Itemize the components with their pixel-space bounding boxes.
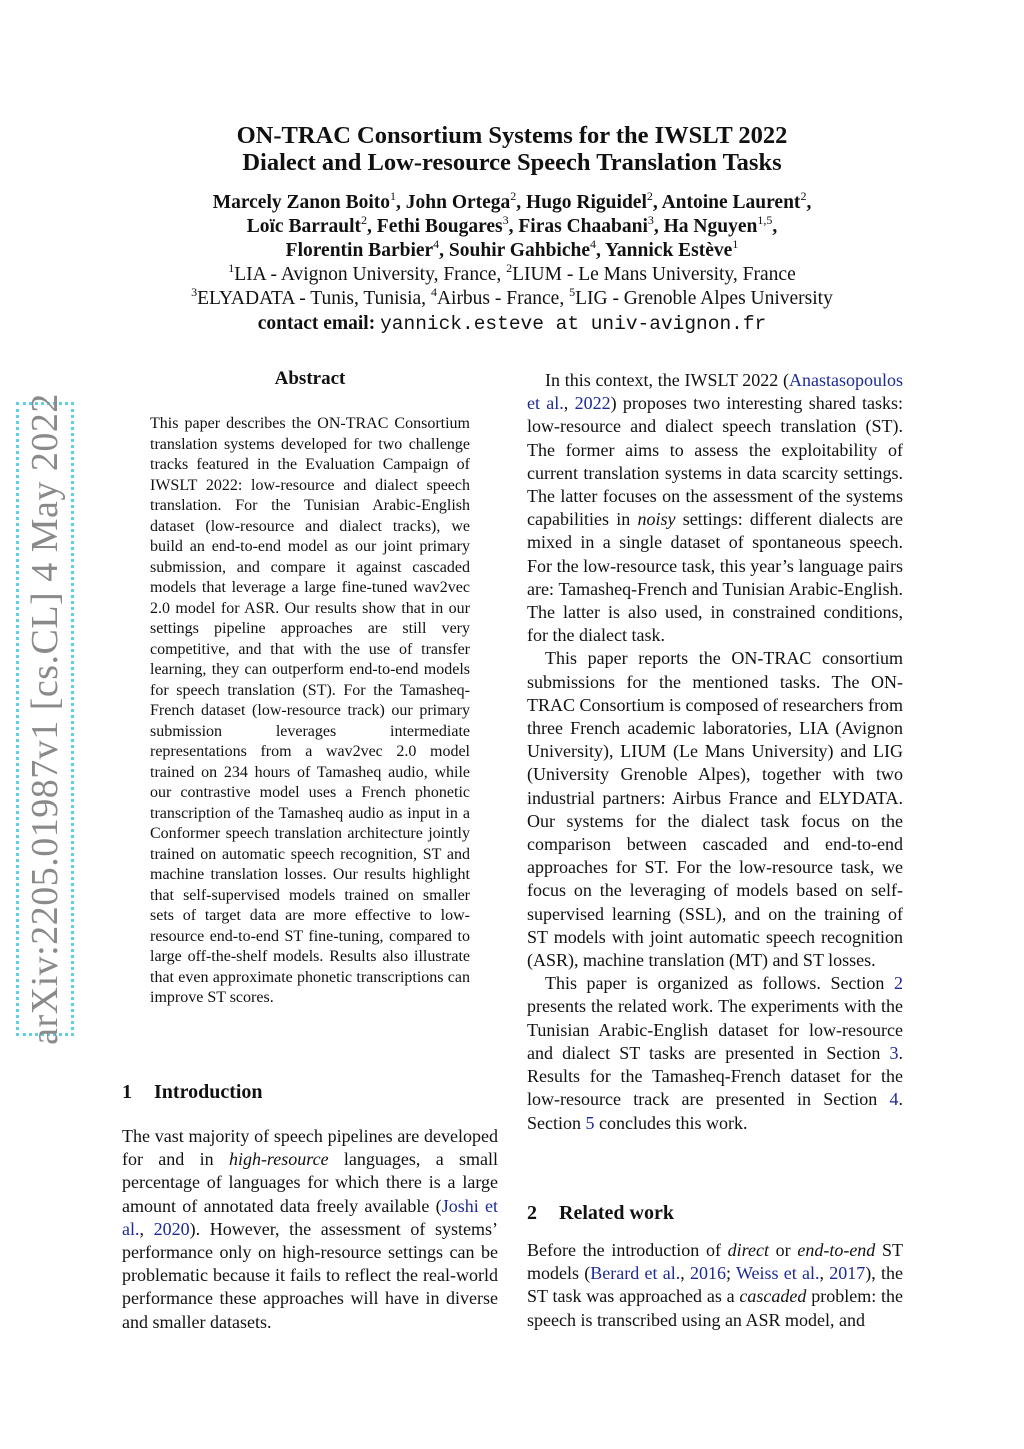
author-line-3: Florentin Barbier$^4$, Souhir Gahbiche$^4$, Yannick Estève$^1$	[285, 237, 739, 261]
author-name: Hugo Riguidel	[526, 192, 647, 213]
arxiv-side-stamp	[16, 393, 74, 1045]
citation-link[interactable]: 2017	[829, 1263, 866, 1284]
author-affil-mark: 1	[390, 189, 396, 203]
citation-link[interactable]: 2016	[690, 1263, 727, 1284]
author-name: Florentin Barbier	[285, 240, 434, 261]
author-affil-mark: 2	[800, 189, 807, 203]
citation-link[interactable]: 2022	[574, 393, 611, 414]
affil-number: 4	[430, 285, 437, 299]
author-affil-mark: 1	[732, 237, 739, 251]
author-line-1: Marcely Zanon Boito$^1$, John Ortega$^2$, Hugo Riguidel$^2$, Antoine Laurent$^2$,	[212, 189, 812, 213]
abstract-heading: Abstract	[274, 368, 346, 389]
contact-label: contact email:	[257, 313, 376, 334]
citation-link[interactable]: Weiss et al.	[735, 1263, 820, 1284]
citation-link[interactable]: 2020	[153, 1218, 190, 1239]
affiliation-line-1	[0, 261, 1024, 286]
contact-line	[0, 313, 1024, 335]
author-name: Yannick Estève	[605, 240, 733, 261]
author-affil-mark: 4	[589, 237, 596, 251]
citation-link[interactable]: Joshi et al.	[122, 1195, 498, 1239]
author-name: Ha Nguyen	[663, 216, 758, 237]
abstract-body	[150, 414, 470, 1009]
author-name: Antoine Laurent	[661, 192, 801, 213]
section-ref-link[interactable]: 2	[894, 973, 903, 994]
citation-link[interactable]: Anastasopoulos et al.	[527, 370, 903, 414]
affil-number: 2	[506, 261, 513, 275]
right-paragraph-1: In this context, the IWSLT 2022 (Anastasopoulos et al., 2022) proposes two interesting shared tasks: low-resource and dialect speech translation (ST). The former aims to assess the exploitability of current translation systems in data scarcity settings. The latter focuses on the assessment of the systems capabilities in noisy settings: different dialects are mixed in a single dataset of spontaneous speech. For the low-resource task, this year’s language pairs are: Tamasheq-French and Tunisian Arabic-English. The latter is also used, in constrained conditions, for the dialect task.	[527, 370, 904, 646]
author-name: Loïc Barrault	[246, 216, 362, 237]
affil-number: 3	[191, 285, 198, 299]
section-ref-link[interactable]: 4	[889, 1089, 899, 1110]
author-name: Souhir Gahbiche	[448, 240, 590, 261]
author-affil-mark: 3	[502, 213, 509, 227]
paper-title-line-1: ON-TRAC Consortium Systems for the IWSLT 2022	[236, 122, 788, 149]
related-paragraph: Before the introduction of direct or end-to-end ST models (Berard et al., 2016; Weiss et al., 2017), the ST task was approached as a cascaded problem: the speech is transcribed using an ASR model, and	[527, 1240, 904, 1330]
affiliation: ELYADATA - Tunis, Tunisia,	[197, 288, 431, 309]
affiliation: Airbus - France,	[436, 288, 570, 309]
section-ref-link[interactable]: 3	[889, 1042, 899, 1063]
related-body	[527, 1239, 903, 1332]
intro-body	[122, 1125, 498, 1334]
contact-email: yannick.esteve at univ-avignon.fr	[380, 313, 767, 335]
author-affil-mark: 1,5	[757, 213, 773, 227]
abstract-text: This paper describes the ON-TRAC Consortium translation systems developed for two challenge tracks featured in the Evaluation Campaign of IWSLT 2022: low-resource and dialect speech translation. For the Tunisian Arabic-English dataset (low-resource and dialect tracks), we build an end-to-end model as our joint primary submission, and compare it against cascaded models that leverage a large fine-tuned wav2vec 2.0 model for ASR. Our results show that in our settings pipeline approaches are still very competitive, and that with the use of transfer learning, they can outperform end-to-end models for speech translation (ST). For the Tamasheq-French dataset (low-resource track) our primary submission leverages intermediate representations from a wav2vec 2.0 model trained on 234 hours of Tamasheq audio, while our contrastive model uses a French phonetic transcription of the Tamasheq audio as input in a Conformer speech translation architecture jointly trained on automatic speech recognition, ST and machine translation losses. Our results highlight that self-supervised models trained on smaller sets of target data are more effective to low-resource end-to-end ST fine-tuning, compared to large off-the-shelf models. Results also illustrate that even approximate phonetic transcriptions can improve ST scores.	[150, 415, 470, 1006]
author-affil-mark: 3	[647, 213, 654, 227]
affil-number: 1	[228, 261, 235, 275]
intro-paragraph: The vast majority of speech pipelines are developed for and in high-resource languages, a small percentage of languages for which there is a large amount of annotated data freely available (Joshi et al., 2020). However, the assessment of systems’ performance only on high-resource settings can be problematic because it fails to reflect the real-world performance these approaches will have in diverse and smaller datasets.	[122, 1126, 499, 1332]
right-paragraph-2: This paper reports the ON-TRAC consortium submissions for the mentioned tasks. The ON-TRAC Consortium is composed of researchers from three French academic laboratories, LIA (Avignon University), LIUM (Le Mans University) and LIG (University Grenoble Alpes), together with two industrial partners: Airbus France and ELYDATA. Our systems for the dialect task focus on the comparison between cascaded and end-to-end approaches for ST. For the low-resource task, we focus on the leveraging of models based on self-supervised learning (SSL), and on the training of ST models with joint automatic speech recognition (ASR), machine translation (MT) and ST losses.	[527, 648, 903, 971]
author-name: Firas Chaabani	[518, 216, 648, 237]
arxiv-identifier: arXiv:2205.01987v1 [cs.CL] 4 May 2022	[24, 393, 66, 1045]
section-ref-link[interactable]: 5	[585, 1112, 595, 1133]
author-name: John Ortega	[405, 192, 511, 213]
section-title: Related work	[559, 1202, 674, 1224]
author-name: Marcely Zanon Boito	[212, 192, 390, 213]
section-number: 1	[122, 1081, 132, 1103]
author-affil-mark: 2	[646, 189, 653, 203]
section-number: 2	[527, 1202, 537, 1224]
author-affil-mark: 2	[361, 213, 368, 227]
affiliation: LIUM - Le Mans University, France	[512, 264, 796, 285]
author-name: Fethi Bougares	[376, 216, 503, 237]
affiliation: LIA - Avignon University, France,	[234, 264, 507, 285]
right-column-body	[527, 369, 903, 1135]
right-paragraph-3: This paper is organized as follows. Section 2 presents the related work. The experiments with the Tunisian Arabic-English dataset for low-resource and dialect ST tasks are presented in Section 3. Results for the Tamasheq-French dataset for the low-resource track are presented in Section 4. Section 5 concludes this work.	[527, 973, 903, 1133]
affil-number: 5	[569, 285, 576, 299]
affiliation-line-2	[0, 285, 1024, 310]
author-affil-mark: 4	[433, 237, 440, 251]
affiliation: LIG - Grenoble Alpes University	[575, 288, 833, 309]
citation-link[interactable]: Berard et al.	[590, 1263, 681, 1284]
author-line-2: Loïc Barrault$^2$, Fethi Bougares$^3$, Firas Chaabani$^3$, Ha Nguyen$^{1,5}$,	[246, 213, 778, 237]
section-1-heading	[122, 1081, 263, 1104]
author-affil-mark: 2	[510, 189, 517, 203]
paper-title-line-2: Dialect and Low-resource Speech Translation Tasks	[242, 149, 782, 176]
section-title: Introduction	[154, 1081, 263, 1103]
section-2-heading	[527, 1202, 674, 1225]
